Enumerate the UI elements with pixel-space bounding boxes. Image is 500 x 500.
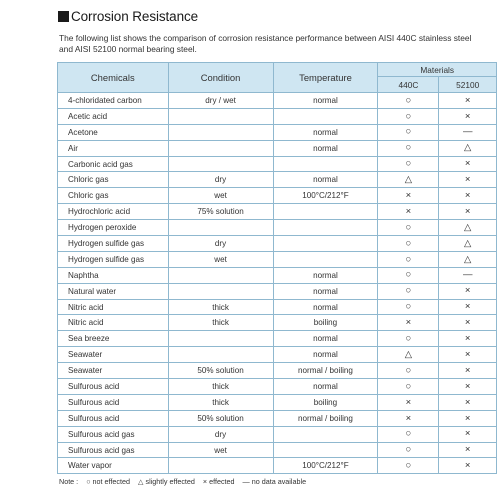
intro-paragraph: The following list shows the comparison of corrosion resistance performance between AISI 440C stainless steel and AISI 52100 normal bearing steel.: [59, 33, 472, 54]
cell-temperature: normal: [273, 140, 378, 156]
cell-440c: ○: [378, 124, 439, 140]
cell-440c: ×: [378, 204, 439, 220]
cell-chemical: Seawater: [58, 363, 169, 379]
cell-chemical: Hydrogen sulfide gas: [58, 236, 169, 252]
table-row: [58, 267, 497, 283]
cell-condition: wet: [168, 188, 273, 204]
cell-chemical: Acetic acid: [58, 108, 169, 124]
cell-temperature: normal: [273, 331, 378, 347]
cell-temperature: 100°C/212°F: [273, 458, 378, 474]
cell-condition: [168, 156, 273, 172]
header-temperature: Temperature: [273, 63, 378, 93]
cell-440c: ○: [378, 299, 439, 315]
cell-440c: ○: [378, 236, 439, 252]
cell-chemical: Sea breeze: [58, 331, 169, 347]
cell-condition: [168, 140, 273, 156]
cell-temperature: [273, 204, 378, 220]
cell-chemical: Chloric gas: [58, 188, 169, 204]
cell-condition: thick: [168, 299, 273, 315]
cell-52100: △: [439, 220, 497, 236]
cell-52100: ×: [439, 108, 497, 124]
legend-note: [59, 477, 312, 486]
cell-440c: △: [378, 347, 439, 363]
cell-temperature: normal: [273, 124, 378, 140]
cell-440c: ×: [378, 315, 439, 331]
cell-440c: ○: [378, 251, 439, 267]
note-label: Note :: [59, 477, 79, 486]
cell-chemical: Seawater: [58, 347, 169, 363]
table-row: [58, 220, 497, 236]
cell-440c: ○: [378, 108, 439, 124]
cell-52100: △: [439, 140, 497, 156]
table-row: [58, 251, 497, 267]
table-row: [58, 299, 497, 315]
table-row: [58, 124, 497, 140]
table-row: [58, 204, 497, 220]
note-not-effected: ○ not effected: [86, 477, 130, 486]
cell-temperature: [273, 442, 378, 458]
table-row: [58, 156, 497, 172]
cell-440c: ○: [378, 442, 439, 458]
cell-440c: ○: [378, 331, 439, 347]
cell-52100: ×: [439, 172, 497, 188]
cell-temperature: normal: [273, 267, 378, 283]
cell-condition: 75% solution: [168, 204, 273, 220]
table-row: [58, 394, 497, 410]
table-row: [58, 236, 497, 252]
cell-52100: ×: [439, 442, 497, 458]
cell-440c: ×: [378, 394, 439, 410]
cell-temperature: normal: [273, 379, 378, 395]
note-slightly-effected: △ slightly effected: [137, 477, 195, 486]
cell-temperature: normal / boiling: [273, 363, 378, 379]
table-row: [58, 363, 497, 379]
table-row: [58, 331, 497, 347]
cell-440c: ○: [378, 379, 439, 395]
cell-condition: wet: [168, 251, 273, 267]
note-no-data: — no data available: [242, 477, 307, 486]
cell-temperature: 100°C/212°F: [273, 188, 378, 204]
cell-52100: ×: [439, 347, 497, 363]
cell-temperature: normal: [273, 93, 378, 109]
header-52100: 52100: [439, 77, 497, 93]
cell-52100: —: [439, 267, 497, 283]
cell-52100: ×: [439, 331, 497, 347]
table-row: [58, 188, 497, 204]
cell-condition: [168, 347, 273, 363]
cell-condition: dry / wet: [168, 93, 273, 109]
section-title: [58, 9, 198, 24]
table-row: [58, 93, 497, 109]
cell-condition: 50% solution: [168, 363, 273, 379]
cell-440c: ○: [378, 267, 439, 283]
cell-condition: wet: [168, 442, 273, 458]
cell-440c: ○: [378, 93, 439, 109]
cell-temperature: [273, 236, 378, 252]
cell-52100: ×: [439, 379, 497, 395]
table-row: [58, 442, 497, 458]
cell-temperature: normal / boiling: [273, 410, 378, 426]
cell-condition: [168, 267, 273, 283]
cell-chemical: Natural water: [58, 283, 169, 299]
cell-temperature: boiling: [273, 394, 378, 410]
cell-52100: ×: [439, 458, 497, 474]
table-row: [58, 426, 497, 442]
cell-temperature: normal: [273, 347, 378, 363]
table-row: [58, 172, 497, 188]
cell-temperature: [273, 108, 378, 124]
cell-temperature: normal: [273, 299, 378, 315]
table-row: [58, 347, 497, 363]
cell-52100: ×: [439, 204, 497, 220]
cell-temperature: [273, 220, 378, 236]
cell-52100: △: [439, 251, 497, 267]
header-materials: Materials: [378, 63, 497, 77]
cell-chemical: Sulfurous acid gas: [58, 442, 169, 458]
cell-52100: ×: [439, 283, 497, 299]
cell-condition: [168, 124, 273, 140]
cell-52100: △: [439, 236, 497, 252]
header-440c: 440C: [378, 77, 439, 93]
cell-440c: ○: [378, 140, 439, 156]
cell-condition: [168, 458, 273, 474]
cell-chemical: Hydrochloric acid: [58, 204, 169, 220]
cell-440c: ○: [378, 156, 439, 172]
cell-condition: thick: [168, 394, 273, 410]
cell-52100: —: [439, 124, 497, 140]
cell-440c: ○: [378, 283, 439, 299]
cell-440c: ○: [378, 426, 439, 442]
cell-temperature: normal: [273, 172, 378, 188]
table-body: [58, 93, 497, 474]
cell-chemical: Chloric gas: [58, 172, 169, 188]
cell-52100: ×: [439, 394, 497, 410]
table-row: [58, 140, 497, 156]
cell-52100: ×: [439, 363, 497, 379]
cell-chemical: 4-chloridated carbon: [58, 93, 169, 109]
cell-chemical: Sulfurous acid: [58, 379, 169, 395]
table-row: [58, 315, 497, 331]
cell-chemical: Sulfurous acid: [58, 410, 169, 426]
table-row: [58, 379, 497, 395]
cell-52100: ×: [439, 410, 497, 426]
cell-condition: 50% solution: [168, 410, 273, 426]
cell-52100: ×: [439, 299, 497, 315]
corrosion-table: [57, 62, 497, 474]
cell-52100: ×: [439, 315, 497, 331]
cell-chemical: Hydrogen sulfide gas: [58, 251, 169, 267]
cell-chemical: Hydrogen peroxide: [58, 220, 169, 236]
cell-chemical: Nitric acid: [58, 315, 169, 331]
table-row: [58, 108, 497, 124]
cell-52100: ×: [439, 426, 497, 442]
page-title: Corrosion Resistance: [71, 9, 199, 24]
table-row: [58, 458, 497, 474]
cell-condition: thick: [168, 315, 273, 331]
cell-440c: ×: [378, 188, 439, 204]
cell-temperature: normal: [273, 283, 378, 299]
cell-440c: ○: [378, 220, 439, 236]
header-condition: Condition: [168, 63, 273, 93]
cell-chemical: Water vapor: [58, 458, 169, 474]
cell-440c: ○: [378, 363, 439, 379]
cell-52100: ×: [439, 93, 497, 109]
note-effected: × effected: [202, 477, 235, 486]
cell-temperature: [273, 426, 378, 442]
cell-condition: [168, 220, 273, 236]
cell-chemical: Naphtha: [58, 267, 169, 283]
cell-temperature: [273, 156, 378, 172]
cell-temperature: [273, 251, 378, 267]
cell-condition: [168, 331, 273, 347]
cell-440c: ○: [378, 458, 439, 474]
header-chemicals: Chemicals: [58, 63, 169, 93]
cell-chemical: Acetone: [58, 124, 169, 140]
cell-temperature: boiling: [273, 315, 378, 331]
cell-condition: dry: [168, 426, 273, 442]
cell-condition: thick: [168, 379, 273, 395]
bullet-square-icon: [58, 11, 69, 22]
cell-chemical: Nitric acid: [58, 299, 169, 315]
cell-440c: △: [378, 172, 439, 188]
cell-52100: ×: [439, 156, 497, 172]
cell-chemical: Sulfurous acid gas: [58, 426, 169, 442]
cell-condition: dry: [168, 172, 273, 188]
cell-condition: [168, 283, 273, 299]
cell-52100: ×: [439, 188, 497, 204]
cell-chemical: Air: [58, 140, 169, 156]
cell-chemical: Carbonic acid gas: [58, 156, 169, 172]
cell-condition: dry: [168, 236, 273, 252]
table-row: [58, 283, 497, 299]
table-row: [58, 410, 497, 426]
cell-440c: ×: [378, 410, 439, 426]
cell-chemical: Sulfurous acid: [58, 394, 169, 410]
cell-condition: [168, 108, 273, 124]
